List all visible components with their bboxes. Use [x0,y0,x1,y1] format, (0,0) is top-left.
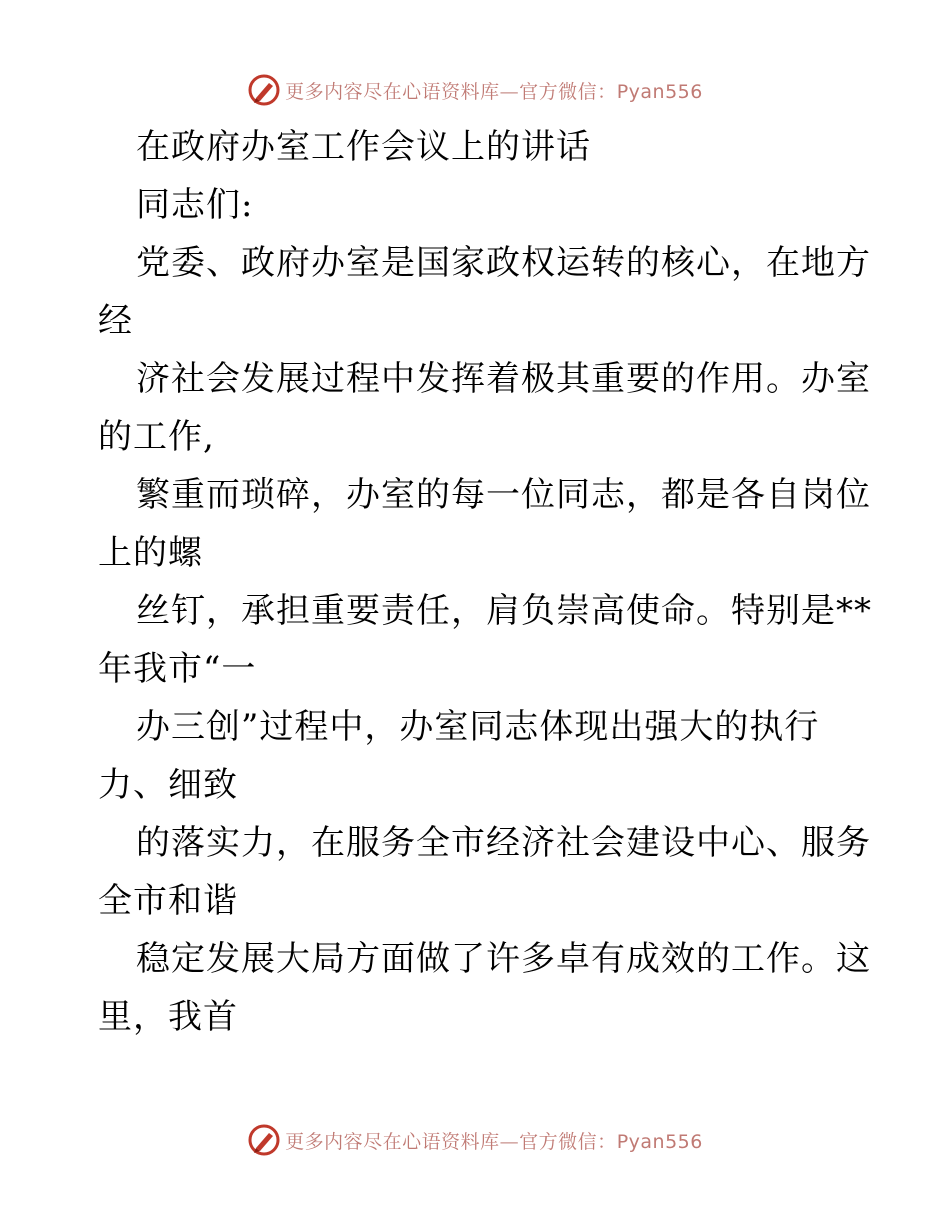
doc-line: 办三创”过程中，办室同志体现出强大的执行 [136,707,820,747]
doc-line: 年我市“一 [98,649,257,689]
banner-text: 更多内容尽在心语资料库—官方微信：Pyan556 [285,80,703,103]
doc-line: 全市和谐 [98,881,238,921]
banner-text: 更多内容尽在心语资料库—官方微信：Pyan556 [285,1130,703,1153]
doc-line: 的工作, [98,417,215,457]
doc-line: 济社会发展过程中发挥着极其重要的作用。办室 [136,359,871,399]
doc-line: 上的螺 [98,533,203,573]
doc-line: 稳定发展大局方面做了许多卓有成效的工作。这 [136,939,871,979]
pen-circle-logo-icon [247,1123,281,1157]
doc-line: 丝钉，承担重要责任，肩负崇高使命。特别是** [136,591,872,631]
doc-line: 党委、政府办室是国家政权运转的核心，在地方 [136,243,871,283]
footer-banner [0,1120,950,1160]
doc-line: 繁重而琐碎，办室的每一位同志，都是各自岗位 [136,475,871,515]
doc-line: 的落实力，在服务全市经济社会建设中心、服务 [136,823,871,863]
pen-circle-logo-icon [247,73,281,107]
doc-line: 里，我首 [98,997,238,1037]
doc-title: 在政府办室工作会议上的讲话 [136,127,591,167]
header-banner [0,70,950,110]
doc-salutation: 同志们: [136,185,254,225]
document-body [98,118,872,1046]
doc-line: 力、细致 [98,765,238,805]
doc-line: 经 [98,301,133,341]
